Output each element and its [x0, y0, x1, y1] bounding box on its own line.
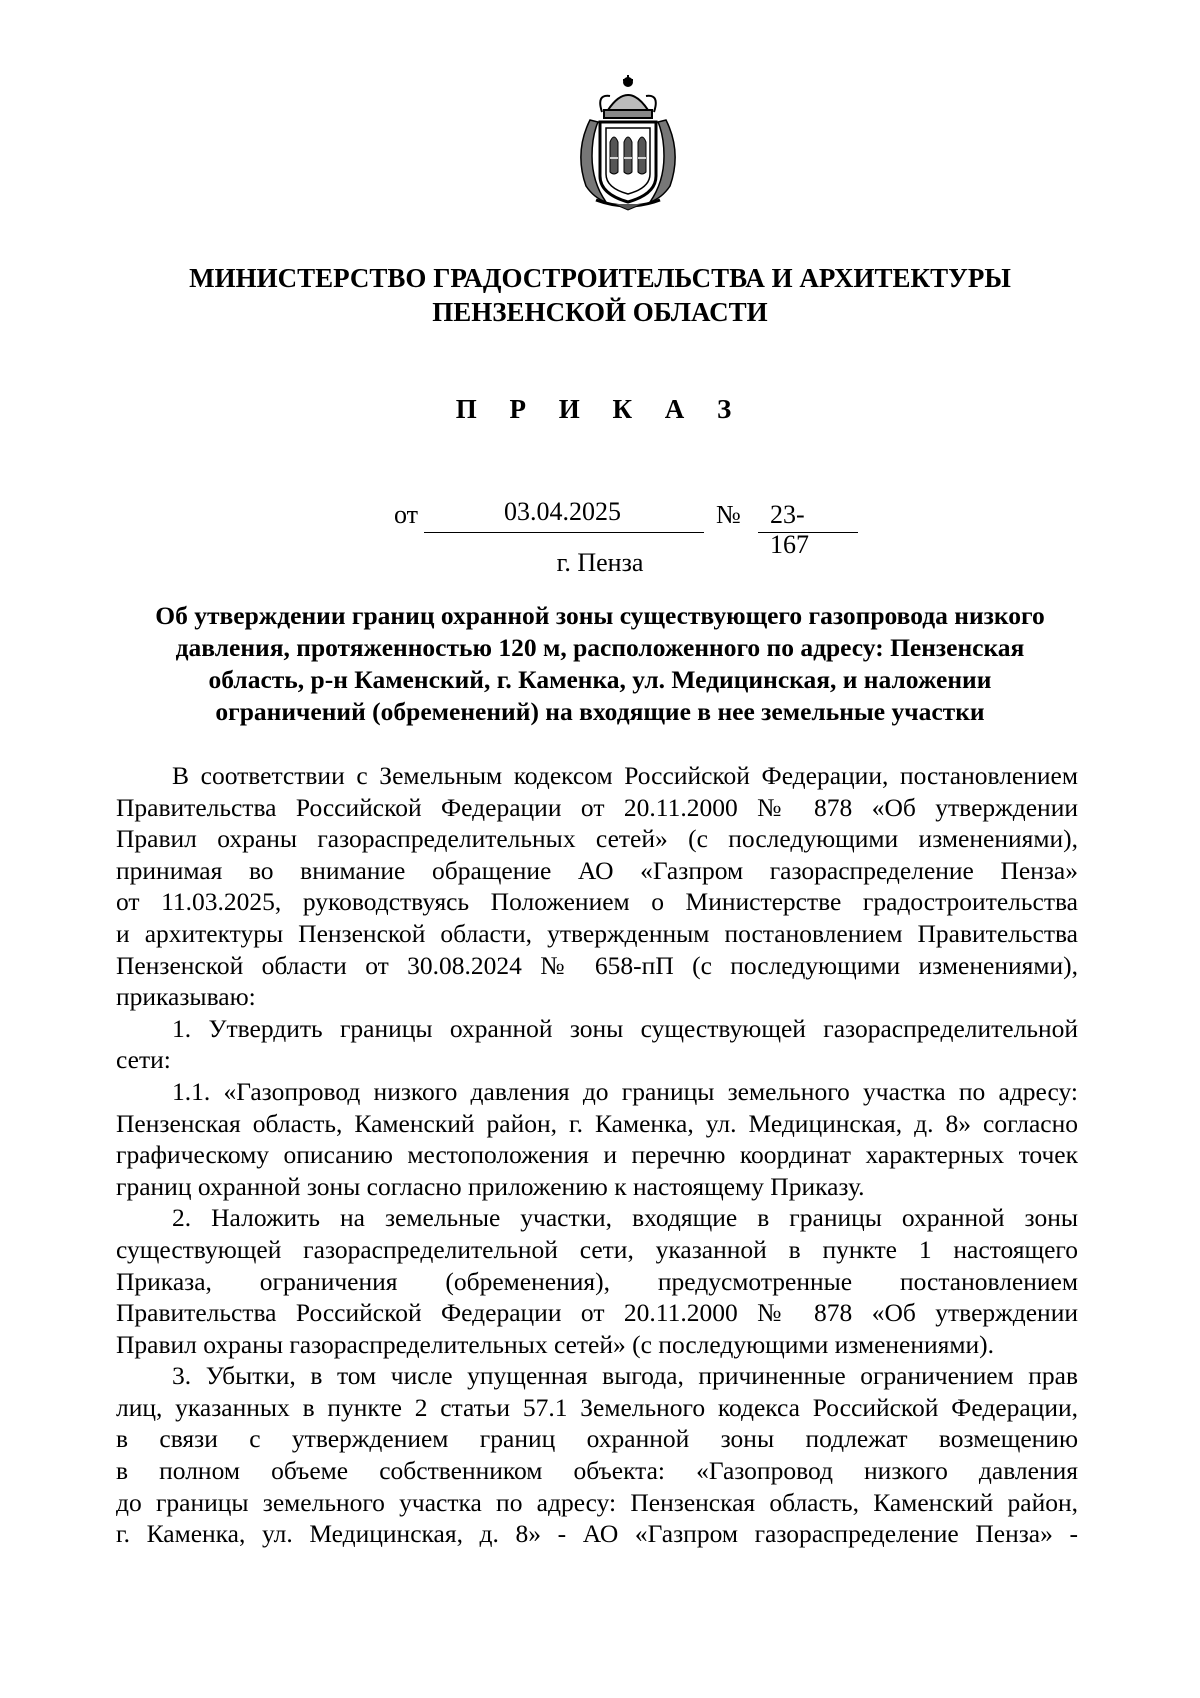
subject-line: Об утверждении границ охранной зоны существующего газопровода низкого	[155, 601, 1045, 630]
document-subject	[120, 600, 1080, 728]
body-text-line: 1.1. «Газопровод низкого давления до границы земельного участка по адресу:	[172, 1076, 1078, 1106]
body-text-line: графическому описанию местоположения и перечню координат характерных точек	[116, 1140, 1078, 1170]
subject-line: область, р-н Каменский, г. Каменка, ул. Медицинская, и наложении	[208, 665, 992, 694]
body-text-line: сети:	[116, 1045, 171, 1075]
body-text-line: г. Каменка, ул. Медицинская, д. 8» - АО «Газпром газораспределение Пенза» -	[116, 1519, 1078, 1549]
city-name: г. Пенза	[556, 548, 644, 577]
body-text-line: Правил охраны газораспределительных сетей» (с последующими изменениями),	[116, 824, 1078, 854]
organization-name-line-2: ПЕНЗЕНСКОЙ ОБЛАСТИ	[432, 297, 768, 327]
date-prefix: от	[394, 500, 419, 529]
body-text-line: существующей газораспределительной сети, указанной в пункте 1 настоящего	[116, 1234, 1078, 1264]
body-text-line: в полном объеме собственником объекта: «Газопровод низкого давления	[116, 1456, 1078, 1486]
body-text-line: границ охранной зоны согласно приложению к настоящему Приказу.	[116, 1171, 865, 1201]
body-text-line: лиц, указанных в пункте 2 статьи 57.1 Земельного кодекса Российской Федерации,	[116, 1392, 1078, 1422]
body-text-line: 3. Убытки, в том числе упущенная выгода, причиненные ограничением прав	[172, 1361, 1078, 1391]
number-prefix: №	[716, 500, 741, 529]
document-body	[116, 760, 1078, 1550]
subject-line: давления, протяженностью 120 м, расположенного по адресу: Пензенская	[175, 633, 1025, 662]
body-text-line: Правил охраны газораспределительных сетей» (с последующими изменениями).	[116, 1329, 995, 1359]
document-number: 23-167	[770, 500, 809, 559]
document-type-title: П Р И К А З	[455, 394, 745, 424]
body-text-line: принимая во внимание обращение АО «Газпром газораспределение Пенза»	[116, 855, 1078, 885]
coat-of-arms-icon	[566, 72, 690, 212]
body-text-line: приказываю:	[116, 982, 256, 1012]
body-text-line: 1. Утвердить границы охранной зоны существующей газораспределительной	[172, 1013, 1078, 1043]
body-text-line: Пензенской области от 30.08.2024 № 658-пП (с последующими изменениями),	[116, 950, 1078, 980]
organization-name-line-1: МИНИСТЕРСТВО ГРАДОСТРОИТЕЛЬСТВА И АРХИТЕКТУРЫ	[189, 263, 1011, 293]
body-text-line: и архитектуры Пензенской области, утвержденным постановлением Правительства	[116, 918, 1078, 948]
subject-line: ограничений (обременений) на входящие в нее земельные участки	[215, 697, 985, 726]
body-text-line: Правительства Российской Федерации от 20.11.2000 № 878 «Об утверждении	[116, 792, 1078, 822]
body-text-line: Приказа, ограничения (обременения), предусмотренные постановлением	[116, 1266, 1078, 1296]
body-text-line: Правительства Российской Федерации от 20.11.2000 № 878 «Об утверждении	[116, 1298, 1078, 1328]
body-text-line: 2. Наложить на земельные участки, входящие в границы охранной зоны	[172, 1203, 1078, 1233]
body-text-line: до границы земельного участка по адресу: Пензенская область, Каменский район,	[116, 1487, 1078, 1517]
body-text-line: В соответствии с Земельным кодексом Российской Федерации, постановлением	[172, 761, 1078, 790]
body-text-line: в связи с утверждением границ охранной зоны подлежат возмещению	[116, 1424, 1078, 1454]
document-date: 03.04.2025	[504, 497, 621, 526]
body-text-line: от 11.03.2025, руководствуясь Положением о Министерстве градостроительства	[116, 887, 1078, 917]
date-underline	[424, 532, 704, 533]
body-text-line: Пензенская область, Каменский район, г. Каменка, ул. Медицинская, д. 8» согласно	[116, 1108, 1078, 1138]
